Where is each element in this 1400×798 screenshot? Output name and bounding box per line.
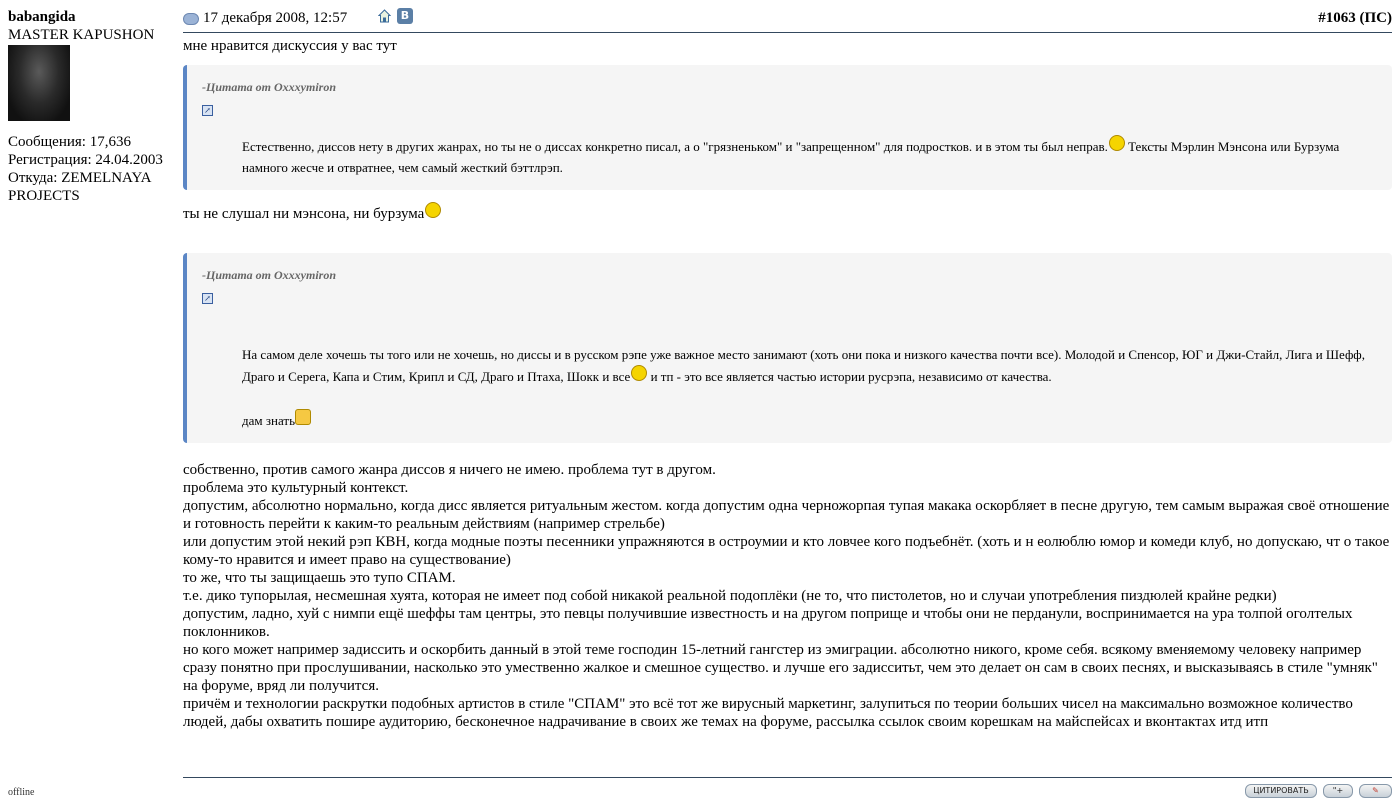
- thumbs-up-icon: [295, 409, 311, 425]
- body-paragraph: собственно, против самого жанра диссов я ничего не имею. проблема тут в другом.: [183, 462, 716, 478]
- quote-block-2: [183, 253, 1392, 443]
- post-date: 17 декабря 2008, 12:57: [203, 10, 348, 26]
- post-body: [183, 461, 1392, 731]
- surprised-smiley-icon: [1109, 135, 1125, 151]
- user-info: [8, 8, 176, 205]
- avatar[interactable]: [8, 45, 70, 121]
- grin-smiley-icon: [425, 202, 441, 218]
- body-paragraph: или допустим этой некий рэп КВН, когда модные поэты песенники упражняются в остроумии и кто ловчее кого подъебнёт. (хоть и н еолюблю юмор и комеди клуб, но допускаю, чт о такое кому-то нравится и имеет право на существование): [183, 534, 1390, 568]
- post-date-wrap: [183, 8, 347, 28]
- post: [183, 8, 1392, 731]
- body-paragraph: проблема это культурный контекст.: [183, 480, 409, 496]
- post-intro: мне нравится дискуссия у вас тут: [183, 38, 397, 54]
- quote-link-icon[interactable]: ↗: [202, 105, 213, 116]
- quote-line: [242, 409, 1377, 431]
- post-icon: [183, 13, 199, 25]
- quote-body: [202, 344, 1377, 431]
- post-ps-link[interactable]: (ПС): [1359, 10, 1392, 26]
- vk-icon[interactable]: В: [397, 8, 413, 24]
- quote-text: дам знать: [242, 413, 295, 428]
- body-paragraph: то же, что ты защищаешь это тупо СПАМ.: [183, 570, 456, 586]
- username[interactable]: babangida: [8, 9, 76, 25]
- quote-text: На самом деле хочешь ты того или не хочешь, но диссы и в русском рэпе уже важное место занимают (хоть они пока и низкого качества почти все). Молодой и Спенсор, ЮГ и Джи-Стайл, Лига и Шефф, Драго и Серега, Капа и Стим, Крипл и СД, Драго и Птаха, Шокк и все: [242, 347, 1365, 384]
- user-messages: Сообщения: 17,636: [8, 134, 131, 150]
- reply-text: ты не слушал ни мэнсона, ни бурзума: [183, 206, 425, 222]
- body-paragraph: допустим, абсолютно нормально, когда дисс является ритуальным жестом. когда допустим одна черножорпая тупая макака оскорбляет в песне другую, тем самым выражая своё отношение и готовность перейти к каким-то реальным действиям (например стрельбе): [183, 498, 1390, 532]
- quote-text: Естественно, диссов нету в других жанрах, но ты не о диссах конкретно писал, а о "грязненьком" и "запрещенном" для подростков. и в этом ты был неправ.: [242, 139, 1108, 154]
- reply-text-1: [183, 202, 1392, 223]
- quote-body: [202, 135, 1377, 178]
- quote-block-1: [183, 65, 1392, 190]
- quote-link-icon[interactable]: ↗: [202, 293, 213, 304]
- user-registered: Регистрация: 24.04.2003: [8, 152, 163, 168]
- quote-header: -Цитата от Oxxxymiron: [202, 80, 337, 94]
- quote-text: Тексты Мэрлин Мэнсона или Бурзума намного жесче и отвратнее, чем самый жесткий бэттлрэп.: [242, 139, 1340, 175]
- body-paragraph: допустим, ладно, хуй с нимпи ещё шеффы там центры, это певцы получившие известность и на другом поприще и чтобы они не перданули, воспринимается на ура толпой оголтелых поклонников.: [183, 606, 1353, 640]
- post-footer: [183, 777, 1392, 795]
- body-paragraph: но кого может например задиссить и оскорбить данный в этой теме господин 15-летний гангстер из эмиграции. абсолютно никого, кроме себя. всякому вменяемому человеку например сразу понятно при прослушивании, насколько это умественно жалкое и смешное существо. и лучше его задисситьт, чем это делает он сам в своих песнях, и высказываясь в стиле "умняк" на форуме, вряд ли получится.: [183, 642, 1378, 694]
- user-location: Откуда: ZEMELNAYA PROJECTS: [8, 170, 151, 204]
- quote-button[interactable]: ЦИТИРОВАТЬ: [1245, 784, 1317, 798]
- user-rank: MASTER KAPUSHON: [8, 27, 155, 43]
- grin-smiley-icon: [631, 365, 647, 381]
- quote-header: -Цитата от Oxxxymiron: [202, 268, 337, 282]
- quote-text: и тп - это все является частью истории русрэпа, независимо от качества.: [647, 369, 1052, 384]
- online-status: offline: [8, 787, 35, 798]
- home-icon[interactable]: [378, 9, 391, 23]
- body-paragraph: причём и технологии раскрутки подобных артистов в стиле "СПАМ" это всё тот же вирусный маркетинг, залупиться по теории больших чисел на максимально возможное количество людей, дабы охватить пошире аудиторию, бесконечное надрачивание в своих же темах на форуме, рассылка ссылок своим корешкам на майспейсах и вконтактах итд итп: [183, 696, 1353, 730]
- post-header: [183, 8, 1392, 33]
- reply-button[interactable]: ✎: [1359, 784, 1392, 798]
- multiquote-button[interactable]: "+: [1323, 784, 1353, 798]
- post-number[interactable]: #1063: [1318, 10, 1356, 26]
- post-number-wrap: [1318, 8, 1392, 28]
- body-paragraph: т.е. дико тупорылая, несмешная хуята, которая не имеет под собой никакой реальной подоплёки (не то, что пистолетов, но и случаи употребления пиздюлей крайне редки): [183, 588, 1277, 604]
